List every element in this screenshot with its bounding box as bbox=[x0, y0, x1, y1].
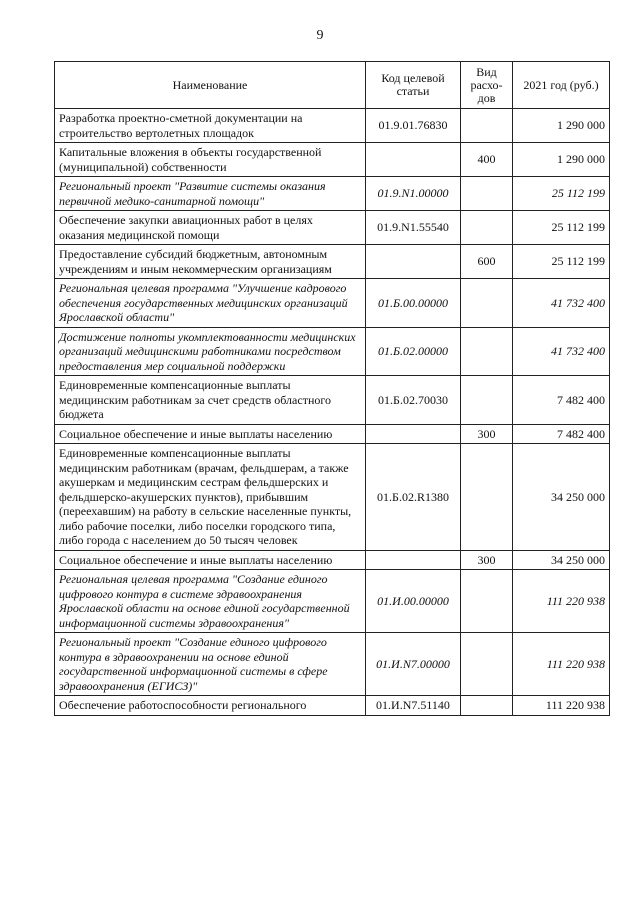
table-row bbox=[55, 570, 610, 633]
header-sum: 2021 год (руб.) bbox=[513, 62, 610, 109]
cell-name: Социальное обеспечение и иные выплаты населению bbox=[55, 550, 366, 570]
cell-type bbox=[461, 279, 513, 328]
table-row bbox=[55, 444, 610, 551]
cell-sum: 25 112 199 bbox=[513, 211, 610, 245]
header-code: Код целевой статьи bbox=[366, 62, 461, 109]
cell-code: 01.9.N1.00000 bbox=[366, 177, 461, 211]
cell-type bbox=[461, 570, 513, 633]
page-number: 9 bbox=[316, 28, 324, 43]
cell-sum: 41 732 400 bbox=[513, 279, 610, 328]
cell-sum: 25 112 199 bbox=[513, 177, 610, 211]
cell-name: Единовременные компенсационные выплаты медицинским работникам (врачам, фельдшерам, а также акушеркам и медицинским сестрам фельдшерских и фельдшерско-акушерских пунктов), прибывшим (переехавшим) на работу в сельские населенные пункты, либо рабочие поселки, либо поселки городского типа, либо города с населением до 50 тысяч человек bbox=[55, 444, 366, 551]
cell-sum: 111 220 938 bbox=[513, 570, 610, 633]
cell-code: 01.Б.02.70030 bbox=[366, 376, 461, 425]
table-row bbox=[55, 245, 610, 279]
cell-name: Региональный проект "Развитие системы оказания первичной медико-санитарной помощи" bbox=[55, 177, 366, 211]
cell-type bbox=[461, 211, 513, 245]
table-row bbox=[55, 696, 610, 716]
table-row bbox=[55, 633, 610, 696]
cell-name: Достижение полноты укомплектованности медицинских организаций медицинскими работниками посредством предоставления мер социальной поддержки bbox=[55, 327, 366, 376]
table-row bbox=[55, 211, 610, 245]
table-header-row bbox=[55, 62, 610, 109]
cell-type bbox=[461, 109, 513, 143]
table-row bbox=[55, 424, 610, 444]
cell-code: 01.Б.02.R1380 bbox=[366, 444, 461, 551]
cell-code: 01.И.00.00000 bbox=[366, 570, 461, 633]
cell-type: 400 bbox=[461, 143, 513, 177]
cell-code: 01.9.01.76830 bbox=[366, 109, 461, 143]
cell-sum: 1 290 000 bbox=[513, 143, 610, 177]
table-row bbox=[55, 376, 610, 425]
cell-sum: 1 290 000 bbox=[513, 109, 610, 143]
cell-type: 300 bbox=[461, 550, 513, 570]
table-row bbox=[55, 550, 610, 570]
cell-type: 600 bbox=[461, 245, 513, 279]
table-row bbox=[55, 279, 610, 328]
cell-name: Региональный проект "Создание единого цифрового контура в здравоохранении на основе единой государственной информационной системы в сфере здравоохранения (ЕГИСЗ)" bbox=[55, 633, 366, 696]
cell-code bbox=[366, 550, 461, 570]
cell-code bbox=[366, 424, 461, 444]
cell-type bbox=[461, 444, 513, 551]
cell-type bbox=[461, 327, 513, 376]
budget-table bbox=[54, 61, 610, 716]
cell-type bbox=[461, 177, 513, 211]
cell-code bbox=[366, 245, 461, 279]
cell-type bbox=[461, 376, 513, 425]
cell-code bbox=[366, 143, 461, 177]
cell-code: 01.9.N1.55540 bbox=[366, 211, 461, 245]
cell-type bbox=[461, 633, 513, 696]
cell-type: 300 bbox=[461, 424, 513, 444]
cell-name: Предоставление субсидий бюджетным, автономным учреждениям и иным некоммерческим организациям bbox=[55, 245, 366, 279]
cell-name: Социальное обеспечение и иные выплаты населению bbox=[55, 424, 366, 444]
cell-sum: 7 482 400 bbox=[513, 376, 610, 425]
table-row bbox=[55, 143, 610, 177]
cell-name: Капитальные вложения в объекты государственной (муниципальной) собственности bbox=[55, 143, 366, 177]
table-row bbox=[55, 327, 610, 376]
cell-sum: 34 250 000 bbox=[513, 444, 610, 551]
cell-type bbox=[461, 696, 513, 716]
table-body bbox=[55, 109, 610, 716]
table-row bbox=[55, 177, 610, 211]
cell-name: Обеспечение закупки авиационных работ в целях оказания медицинской помощи bbox=[55, 211, 366, 245]
cell-name: Обеспечение работоспособности регионального bbox=[55, 696, 366, 716]
header-type: Вид расхо-дов bbox=[461, 62, 513, 109]
cell-name: Разработка проектно-сметной документации на строительство вертолетных площадок bbox=[55, 109, 366, 143]
cell-code: 01.И.N7.51140 bbox=[366, 696, 461, 716]
cell-sum: 111 220 938 bbox=[513, 633, 610, 696]
table-row bbox=[55, 109, 610, 143]
cell-name: Региональная целевая программа "Создание единого цифрового контура в системе здравоохранения Ярославской области на основе единой государственной информационной системы здравоохранения" bbox=[55, 570, 366, 633]
cell-sum: 111 220 938 bbox=[513, 696, 610, 716]
cell-code: 01.Б.02.00000 bbox=[366, 327, 461, 376]
cell-code: 01.Б.00.00000 bbox=[366, 279, 461, 328]
cell-sum: 7 482 400 bbox=[513, 424, 610, 444]
cell-code: 01.И.N7.00000 bbox=[366, 633, 461, 696]
cell-name: Региональная целевая программа "Улучшение кадрового обеспечения государственных медицинских организаций Ярославской области" bbox=[55, 279, 366, 328]
header-name: Наименование bbox=[55, 62, 366, 109]
cell-sum: 41 732 400 bbox=[513, 327, 610, 376]
cell-sum: 25 112 199 bbox=[513, 245, 610, 279]
cell-name: Единовременные компенсационные выплаты медицинским работникам за счет средств областного бюджета bbox=[55, 376, 366, 425]
cell-sum: 34 250 000 bbox=[513, 550, 610, 570]
